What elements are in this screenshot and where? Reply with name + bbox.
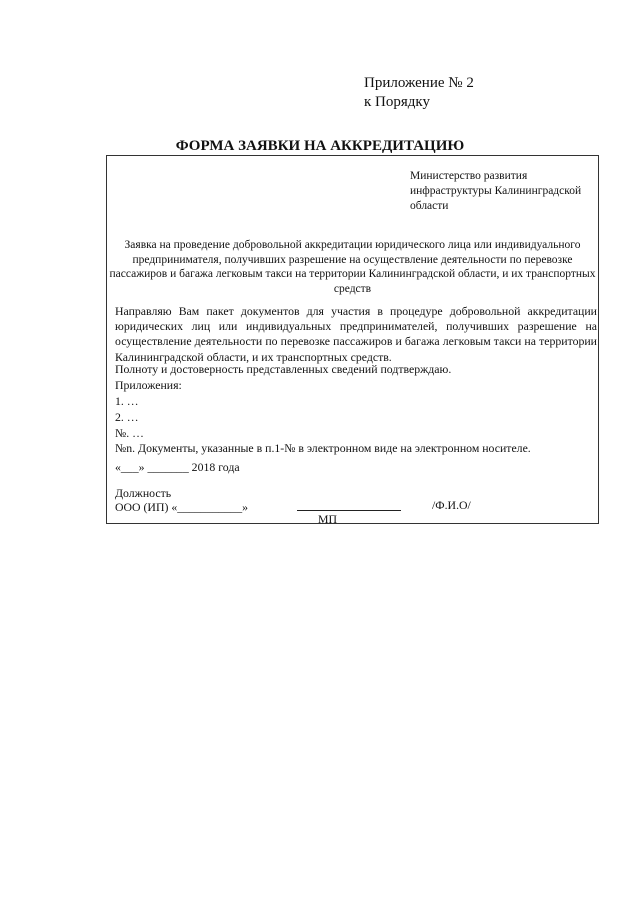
confirmation-text: Полноту и достоверность представленных сведений подтверждаю. bbox=[115, 362, 452, 376]
addressee-block bbox=[410, 169, 581, 214]
appendix-header bbox=[364, 74, 474, 112]
addressee-line: инфраструктуры Калининградской bbox=[410, 185, 582, 197]
request-title-line: предпринимателя, получивших разрешение на осуществление деятельности по перевозке bbox=[132, 253, 573, 266]
appendix-number: Приложение № 2 bbox=[364, 75, 474, 91]
date-line: «___» _______ 2018 года bbox=[115, 460, 240, 474]
request-body bbox=[115, 304, 597, 365]
request-title-line: средств bbox=[333, 282, 372, 295]
attachment-item: №. … bbox=[115, 426, 144, 440]
request-title-line: пассажиров и багажа легковым такси на территории Калининградской области, и их транспортных bbox=[109, 268, 596, 280]
request-title bbox=[106, 238, 599, 296]
form-title: ФОРМА ЗАЯВКИ НА АККРЕДИТАЦИЮ bbox=[175, 138, 465, 154]
stamp-label: МП bbox=[318, 512, 338, 526]
signature-line bbox=[297, 510, 401, 511]
request-paragraph: Направляю Вам пакет документов для участия в процедуре добровольной аккредитации юридических лиц или индивидуальных предпринимателей, получивших разрешение на осуществление деятельности по перевозке пассажиров и багажа легковым такси на территории Калининградской области, и их транспортных средств. bbox=[115, 304, 597, 364]
appendix-ref: к Порядку bbox=[364, 94, 430, 110]
position-label: Должность bbox=[115, 486, 172, 500]
attachment-item: 2. … bbox=[115, 410, 139, 424]
attachment-item: 1. … bbox=[115, 394, 139, 408]
addressee-line: области bbox=[410, 200, 449, 212]
attachment-item-n: №n. Документы, указанные в п.1-№ в электронном виде на электронном носителе. bbox=[115, 441, 531, 455]
organization-line: ООО (ИП) «___________» bbox=[115, 500, 249, 514]
fio-label: /Ф.И.О/ bbox=[432, 498, 471, 512]
addressee-line: Министерство развития bbox=[410, 170, 528, 182]
attachments-label: Приложения: bbox=[115, 378, 182, 392]
request-title-line: Заявка на проведение добровольной аккредитации юридического лица или индивидуального bbox=[124, 239, 581, 251]
